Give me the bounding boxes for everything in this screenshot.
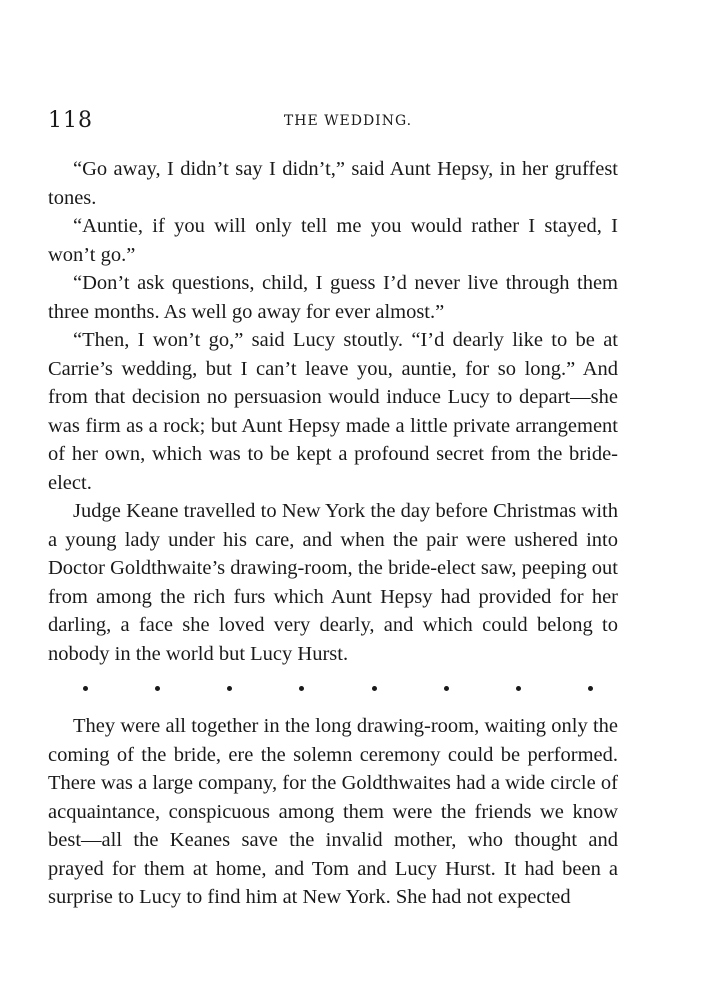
scene-break-dot — [444, 686, 449, 691]
paragraph-5: Judge Keane travelled to New York the day before Christmas with a young lady under his care, and when the pair were ushered into Doctor Goldthwaite’s drawing-room, the bride-elect saw, peeping out from among the rich furs which Aunt Hepsy had provided for her darling, a face she loved very dearly, and which could belong to nobody in the world but Lucy Hurst. — [48, 500, 618, 665]
scene-break-dot — [516, 686, 521, 691]
scene-break-dot — [155, 686, 160, 691]
paragraph-1: “Go away, I didn’t say I didn’t,” said Aunt Hepsy, in her gruffest tones. — [48, 158, 618, 209]
body-text — [48, 155, 618, 912]
paragraph-6: They were all together in the long drawing-room, waiting only the coming of the bride, ere the solemn ceremony could be performed. There was a large company, for the Goldthwaites had a wide circle of acquaintance, conspicuous among them were the friends we know best—all the Keanes save the invalid mother, who thought and prayed for them at home, and Tom and Lucy Hurst. It had been a surprise to Lucy to find him at New York. She had not expected — [48, 715, 618, 908]
scene-break-dot — [83, 686, 88, 691]
scene-break-dot — [588, 686, 593, 691]
paragraph-3: “Don’t ask questions, child, I guess I’d never live through them three months. As well go away for ever almost.” — [48, 272, 618, 323]
scene-break-dot — [372, 686, 377, 691]
running-title: THE WEDDING. — [283, 113, 413, 129]
page-number: 118 — [48, 108, 93, 133]
scene-break-dot — [227, 686, 232, 691]
paragraph-4: “Then, I won’t go,” said Lucy stoutly. “I’d dearly like to be at Carrie’s wedding, but I can’t leave you, auntie, for so long.” And from that decision no persuasion would induce Lucy to depart—she was firm as a rock; but Aunt Hepsy made a little private arrangement of her own, which was to be kept a profound secret from the bride-elect. — [48, 329, 618, 494]
paragraph-2: “Auntie, if you will only tell me you would rather I stayed, I won’t go.” — [48, 215, 618, 266]
scene-break-dot — [299, 686, 304, 691]
scene-break — [48, 678, 618, 698]
running-head — [48, 108, 618, 138]
